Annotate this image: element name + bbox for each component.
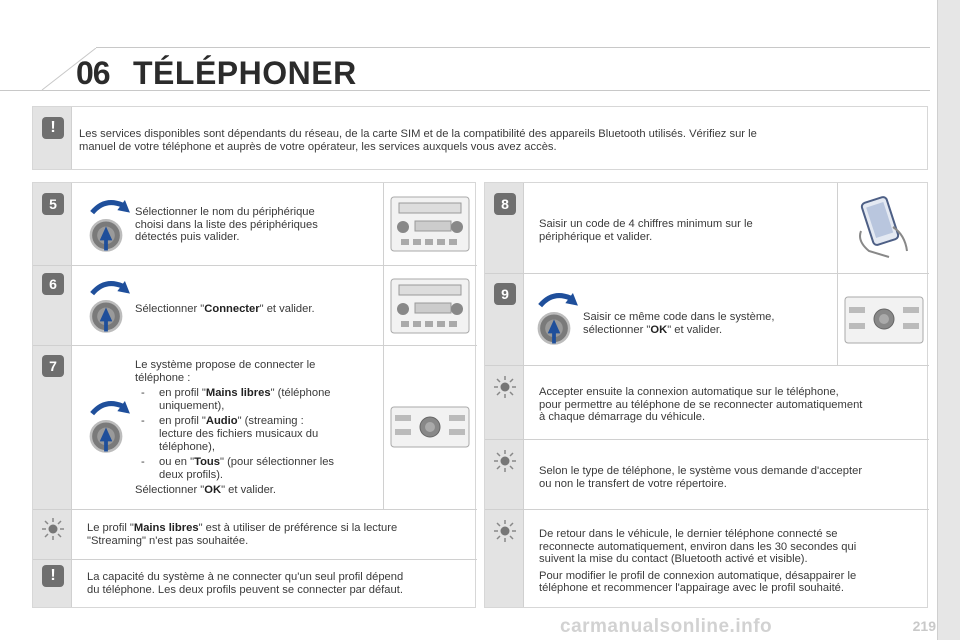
row-divider-5-6 [33, 265, 477, 266]
step-8-badge: 8 [494, 193, 516, 215]
ok-label: OK [650, 323, 668, 336]
intro-line-2: manuel de votre téléphone et auprès de votre opérateur, les services auxquels vous avez accès. [79, 140, 557, 153]
dash: - [141, 415, 145, 428]
step-9-badge: 9 [494, 283, 516, 305]
step-8-line-1: Saisir un code de 4 chiffres minimum sur le [539, 218, 753, 230]
warning-profile-capacity [87, 571, 471, 596]
radio-panel-icon [389, 195, 471, 253]
radio-panel-icon [389, 397, 471, 455]
row-divider-6-7 [33, 345, 477, 346]
item2-post: " (streaming : [237, 415, 304, 428]
item2-line-2: lecture des fichiers musicaux du [159, 427, 319, 440]
row-divider-tip-warn [33, 559, 477, 560]
connecter-label: Connecter [204, 303, 260, 315]
lightbulb-icon [493, 375, 517, 399]
step-5-line-3: détectés puis valider. [135, 231, 240, 244]
rotary-knob-icon [77, 188, 135, 260]
step-5-text [135, 206, 375, 244]
tip-mains-libres [87, 522, 471, 547]
tip-reconnect [539, 528, 923, 595]
tip-r2-line-1: Selon le type de téléphone, le système vous demande d'accepter [539, 465, 863, 477]
step-5-line-2: choisi dans la liste des périphériques [135, 218, 318, 231]
watermark: carmanualsonline.info [560, 616, 773, 637]
tip-r3-p1-line-3: suivent la mise du contact (Bluetooth activé et visible). [539, 553, 808, 566]
row-divider-7-tip [33, 509, 477, 510]
step-6-pre: Sélectionner " [135, 303, 205, 315]
item1-post: " (téléphone [270, 387, 331, 400]
page-edge-strip [938, 0, 960, 640]
tip-r1-line-2: pour permettre au téléphone de se reconnecter automatiquement [539, 398, 863, 411]
warn-left-line-2: du téléphone. Les deux profils peuvent se connecter par défaut. [87, 583, 403, 596]
lightbulb-icon [493, 519, 517, 543]
mains-libres-label: Mains libres [133, 522, 199, 534]
row-divider-tip1-tip2 [485, 439, 929, 440]
row-divider-9-tip [485, 365, 929, 366]
smartphone-hand-icon [849, 191, 919, 261]
rotary-knob-icon [77, 269, 135, 341]
tip-r2-line-2: ou non le transfert de votre répertoire. [539, 477, 727, 490]
item2-pre: en profil " [159, 415, 206, 428]
item3-post: " (pour sélectionner les [219, 456, 335, 469]
dash: - [141, 387, 145, 400]
item3-line-2: deux profils). [159, 468, 224, 481]
rotary-knob-icon [77, 389, 135, 461]
ok-label: OK [204, 484, 222, 497]
step-7-badge: 7 [42, 355, 64, 377]
rotary-knob-icon [525, 279, 583, 355]
item1-pre: en profil " [159, 387, 206, 400]
dash: - [141, 456, 145, 469]
tip-r3-p2-line-2: téléphone et recommencer l'appairage avec le profil souhaité. [539, 582, 845, 595]
page-edge-line [937, 0, 938, 640]
step-7-intro-1: Le système propose de connecter le [135, 359, 316, 371]
step-8-text [539, 218, 829, 243]
side-cell [33, 183, 71, 607]
image-column-divider [383, 183, 384, 509]
profile-option-audio [135, 415, 379, 453]
left-column [32, 182, 476, 608]
tip-r3-p1-line-2: reconnecte automatiquement, environ dans les 30 secondes qui [539, 540, 857, 553]
intro-warning-text [79, 128, 919, 153]
audio-label: Audio [205, 415, 238, 428]
tip-auto-connect [539, 386, 923, 424]
side-cell-line [71, 183, 72, 607]
tip-r1-line-3: à chaque démarrage du véhicule. [539, 411, 706, 424]
step-6-post: " et valider. [259, 303, 315, 315]
radio-panel-icon [843, 291, 925, 349]
right-column [484, 182, 928, 608]
tip-left-pre: Le profil " [87, 522, 134, 534]
step-9-line-1: Saisir ce même code dans le système, [583, 311, 775, 323]
page-number: 219 [912, 618, 936, 634]
final-post: " et valider. [221, 484, 277, 497]
mains-libres-label: Mains libres [205, 387, 271, 400]
step-7-text [135, 359, 379, 497]
chapter-title: TÉLÉPHONER [133, 55, 357, 91]
warning-icon: ! [42, 565, 64, 587]
step-6-text [135, 303, 375, 316]
intro-line-1: Les services disponibles sont dépendants du réseau, de la carte SIM et de la compatibilité des appareils Bluetooth utilisés. Vérifiez sur le [79, 128, 757, 140]
profile-option-hands-free [135, 387, 379, 412]
tip-r3-p2-line-1: Pour modifier le profil de connexion automatique, désappairer le [539, 569, 857, 582]
profile-option-all [135, 456, 379, 481]
step-5-line-1: Sélectionner le nom du périphérique [135, 206, 315, 218]
step-9-text [583, 311, 833, 336]
tip-r3-p1-line-1: De retour dans le véhicule, le dernier téléphone connecté se [539, 528, 838, 540]
warning-icon: ! [42, 117, 64, 139]
step-7-final [135, 484, 379, 497]
row-divider-tip2-tip3 [485, 509, 929, 510]
step-9-pre: sélectionner " [583, 323, 651, 336]
item2-line-3: téléphone), [159, 440, 215, 453]
step-9-post: " et valider. [667, 323, 723, 336]
tip-left-post: " est à utiliser de préférence si la lecture [198, 522, 398, 534]
side-cell-line [523, 183, 524, 607]
step-8-line-2: périphérique et valider. [539, 230, 653, 243]
warn-left-line-1: La capacité du système à ne connecter qu'un seul profil dépend [87, 571, 404, 583]
row-divider-8-9 [485, 273, 929, 274]
image-column-divider [837, 183, 838, 365]
item3-pre: ou en " [159, 456, 195, 469]
radio-panel-icon [389, 277, 471, 335]
lightbulb-icon [493, 449, 517, 473]
chapter-number: 06 [76, 55, 110, 91]
header-rule-top [96, 47, 930, 48]
step-7-intro-2: téléphone : [135, 371, 191, 384]
step-5-badge: 5 [42, 193, 64, 215]
intro-warning-box [32, 106, 928, 170]
item1-line-2: uniquement), [159, 399, 225, 412]
final-pre: Sélectionner " [135, 484, 205, 497]
tip-left-line-2: "Streaming" n'est pas souhaitée. [87, 534, 249, 547]
side-cell-line [71, 107, 72, 169]
lightbulb-icon [41, 517, 65, 541]
tip-r1-line-1: Accepter ensuite la connexion automatique sur le téléphone, [539, 386, 839, 398]
step-6-badge: 6 [42, 273, 64, 295]
tip-phonebook-transfer [539, 465, 923, 490]
tous-label: Tous [194, 456, 220, 469]
